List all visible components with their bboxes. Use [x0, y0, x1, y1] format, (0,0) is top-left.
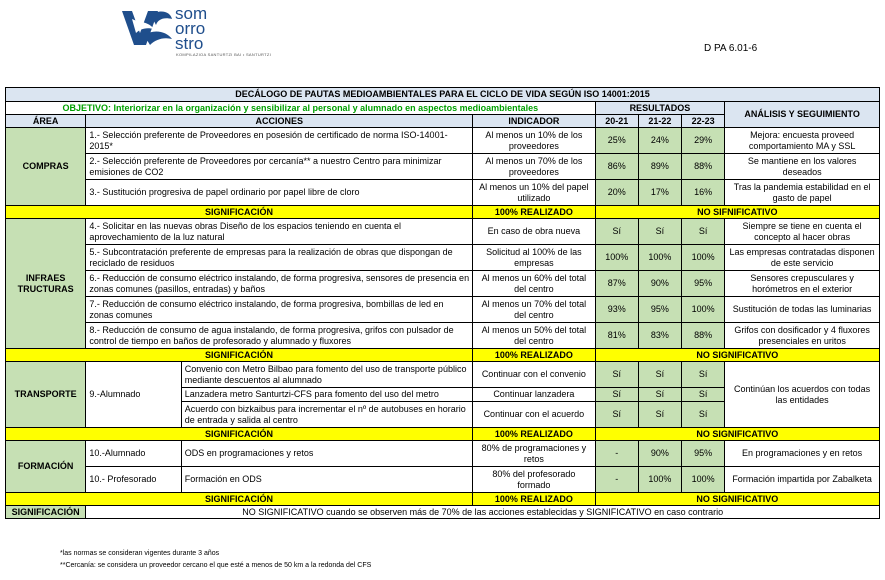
year-header: 20-21	[595, 115, 638, 128]
result-cell: -	[595, 441, 638, 467]
result-cell: 95%	[682, 271, 725, 297]
results-header: RESULTADOS	[595, 102, 725, 115]
table-row	[6, 154, 880, 180]
objective-text: OBJETIVO: Interiorizar en la organización y sensibilizar al personal y alumnado en aspectos medioambientales	[6, 102, 596, 115]
analysis-cell: Tras la pandemia estabilidad en el gasto de papel	[725, 180, 880, 206]
significance-row	[6, 428, 880, 441]
result-cell: Sí	[682, 362, 725, 388]
result-cell: Sí	[638, 219, 681, 245]
indicator-cell: Al menos un 10% del papel utilizado	[473, 180, 596, 206]
result-cell: Sí	[682, 388, 725, 402]
group-cell: 9.-Alumnado	[86, 362, 181, 428]
group-cell: 10.-Alumnado	[86, 441, 181, 467]
significance-result: NO SIGNIFICATIVO	[595, 428, 879, 441]
result-cell: 87%	[595, 271, 638, 297]
indicator-cell: Al menos un 10% de los proveedores	[473, 128, 596, 154]
result-cell: 20%	[595, 180, 638, 206]
logo-line2: orro	[175, 19, 206, 38]
significance-result: NO SIGNIFICATIVO	[595, 349, 879, 362]
result-cell: 95%	[682, 441, 725, 467]
result-cell: 100%	[638, 245, 681, 271]
footnote-1: *las normas se consideran vigentes durante 3 años	[60, 550, 220, 557]
indicator-cell: Al menos un 50% del total del centro	[473, 323, 596, 349]
analysis-cell: Las empresas contratadas disponen de este servicio	[725, 245, 880, 271]
table-row	[6, 467, 880, 493]
actions-header: ACCIONES	[86, 115, 473, 128]
table-row	[6, 362, 880, 388]
analysis-cell: Sensores crepusculares y horómetros en el exterior	[725, 271, 880, 297]
result-cell: 24%	[638, 128, 681, 154]
table-row	[6, 128, 880, 154]
group-cell: 10.- Profesorado	[86, 467, 181, 493]
significance-completed: 100% REALIZADO	[473, 349, 596, 362]
table-row	[6, 180, 880, 206]
result-cell: 89%	[638, 154, 681, 180]
result-cell: Sí	[595, 219, 638, 245]
analysis-cell: Se mantiene en los valores deseados	[725, 154, 880, 180]
table-row	[6, 441, 880, 467]
significance-completed: 100% REALIZADO	[473, 206, 596, 219]
result-cell: 100%	[682, 245, 725, 271]
indicator-cell: Continuar con el convenio	[473, 362, 596, 388]
action-cell: ODS en programaciones y retos	[181, 441, 472, 467]
indicator-header: INDICADOR	[473, 115, 596, 128]
action-cell: 3.- Sustitución progresiva de papel ordinario por papel libre de cloro	[86, 180, 473, 206]
result-cell: 100%	[595, 245, 638, 271]
significance-result: NO SIGNIFICATIVO	[595, 493, 879, 506]
result-cell: Sí	[638, 402, 681, 428]
significance-completed: 100% REALIZADO	[473, 428, 596, 441]
result-cell: Sí	[682, 219, 725, 245]
result-cell: 100%	[638, 467, 681, 493]
logo-wordmark	[175, 6, 207, 51]
area-header: ÁREA	[6, 115, 86, 128]
significance-completed: 100% REALIZADO	[473, 493, 596, 506]
result-cell: 25%	[595, 128, 638, 154]
significance-label: SIGNIFICACIÓN	[6, 493, 473, 506]
analysis-cell: Mejora: encuesta proveed comportamiento MA y SSL	[725, 128, 880, 154]
indicator-cell: 80% de programaciones y retos	[473, 441, 596, 467]
action-cell: 6.- Reducción de consumo eléctrico instalando, de forma progresiva, sensores de presencia en zonas comunes (pasillos, entradas) y baños	[86, 271, 473, 297]
result-cell: 90%	[638, 271, 681, 297]
result-cell: -	[595, 467, 638, 493]
analysis-cell: Siempre se tiene en cuenta el concepto al hacer obras	[725, 219, 880, 245]
result-cell: 100%	[682, 297, 725, 323]
result-cell: 81%	[595, 323, 638, 349]
result-cell: Sí	[595, 362, 638, 388]
action-cell: 4.- Solicitar en las nuevas obras Diseño de los espacios teniendo en cuenta el aprovechamiento de la luz natural	[86, 219, 473, 245]
action-cell: 2.- Selección preferente de Proveedores por cercanía** a nuestro Centro para minimizar emisiones de CO2	[86, 154, 473, 180]
action-cell: Acuerdo con bizkaibus para incrementar el nº de autobuses en horario de entrada y salida al centro	[181, 402, 472, 428]
area-cell-transporte: TRANSPORTE	[6, 362, 86, 428]
analysis-cell: Formación impartida por Zabalketa	[725, 467, 880, 493]
indicator-cell: Al menos un 60% del total del centro	[473, 271, 596, 297]
document-reference: D PA 6.01-6	[704, 43, 758, 54]
table-title: DECÁLOGO DE PAUTAS MEDIOAMBIENTALES PARA EL CICLO DE VIDA SEGÚN ISO 14001:2015	[6, 88, 880, 102]
result-cell: 100%	[682, 467, 725, 493]
result-cell: 16%	[682, 180, 725, 206]
action-cell: 8.- Reducción de consumo de agua instalando, de forma progresiva, grifos con pulsador de control de tiempo en baños de profesorado y alumnado y fluxores	[86, 323, 473, 349]
table-row	[6, 219, 880, 245]
table-row	[6, 245, 880, 271]
indicator-cell: Continuar con el acuerdo	[473, 402, 596, 428]
result-cell: 90%	[638, 441, 681, 467]
significance-row	[6, 349, 880, 362]
indicator-cell: Solicitud al 100% de las empresas	[473, 245, 596, 271]
action-cell: 7.- Reducción de consumo eléctrico instalando, de forma progresiva, bombillas de led en zonas comunes	[86, 297, 473, 323]
table-row	[6, 297, 880, 323]
environmental-guidelines-table	[5, 87, 880, 519]
footer-label: SIGNIFICACIÓN	[6, 506, 86, 519]
significance-label: SIGNIFICACIÓN	[6, 428, 473, 441]
logo-line1: som	[175, 4, 208, 23]
logo-line3: stro	[175, 34, 204, 53]
action-cell: 1.- Selección preferente de Proveedores en posesión de certificado de norma ISO-14001-2015*	[86, 128, 473, 154]
significance-row	[6, 493, 880, 506]
indicator-cell: 80% del profesorado formado	[473, 467, 596, 493]
result-cell: Sí	[595, 402, 638, 428]
footer-row	[6, 506, 880, 519]
indicator-cell: Continuar lanzadera	[473, 388, 596, 402]
footnote-2: **Cercanía: se considera un proveedor cercano el que esté a menos de 50 km a la redonda del CFS	[60, 562, 372, 569]
result-cell: Sí	[595, 388, 638, 402]
analysis-cell: En programaciones y en retos	[725, 441, 880, 467]
result-cell: 95%	[638, 297, 681, 323]
result-cell: Sí	[638, 362, 681, 388]
result-cell: Sí	[638, 388, 681, 402]
area-cell-compras: COMPRAS	[6, 128, 86, 206]
action-cell: 5.- Subcontratación preferente de empresas para la realización de obras que dispongan de reciclado de residuos	[86, 245, 473, 271]
significance-label: SIGNIFICACIÓN	[6, 206, 473, 219]
significance-row	[6, 206, 880, 219]
action-cell: Lanzadera metro Santurtzi-CFS para fomento del uso del metro	[181, 388, 472, 402]
analysis-header: ANÁLISIS Y SEGUIMIENTO	[725, 102, 880, 128]
year-header: 21-22	[638, 115, 681, 128]
table-row	[6, 323, 880, 349]
result-cell: 29%	[682, 128, 725, 154]
indicator-cell: Al menos un 70% del total del centro	[473, 297, 596, 323]
table-row	[6, 271, 880, 297]
logo-subtitle: KOMPILAZIOA SANTURTZI BAI • SANTURTZI	[176, 52, 272, 57]
year-header: 22-23	[682, 115, 725, 128]
significance-label: SIGNIFICACIÓN	[6, 349, 473, 362]
footer-text: NO SIGNIFICATIVO cuando se observen más de 70% de las acciones establecidas y SIGNIFICATIVO en caso contrario	[86, 506, 880, 519]
significance-result: NO SIFNIFICATIVO	[595, 206, 879, 219]
area-cell-formacion: FORMACIÓN	[6, 441, 86, 493]
result-cell: 86%	[595, 154, 638, 180]
result-cell: 88%	[682, 154, 725, 180]
result-cell: 17%	[638, 180, 681, 206]
analysis-cell: Sustitución de todas las luminarias	[725, 297, 880, 323]
action-cell: Convenio con Metro Bilbao para fomento del uso de transporte público mediante descuentos al alumnado	[181, 362, 472, 388]
result-cell: 88%	[682, 323, 725, 349]
analysis-cell: Grifos con dosificador y 4 fluxores presenciales en uritos	[725, 323, 880, 349]
analysis-cell: Continúan los acuerdos con todas las entidades	[725, 362, 880, 428]
action-cell: Formación en ODS	[181, 467, 472, 493]
indicator-cell: En caso de obra nueva	[473, 219, 596, 245]
result-cell: 83%	[638, 323, 681, 349]
result-cell: Sí	[682, 402, 725, 428]
result-cell: 93%	[595, 297, 638, 323]
area-cell-infraestructuras: INFRAES TRUCTURAS	[6, 219, 86, 349]
indicator-cell: Al menos un 70% de los proveedores	[473, 154, 596, 180]
